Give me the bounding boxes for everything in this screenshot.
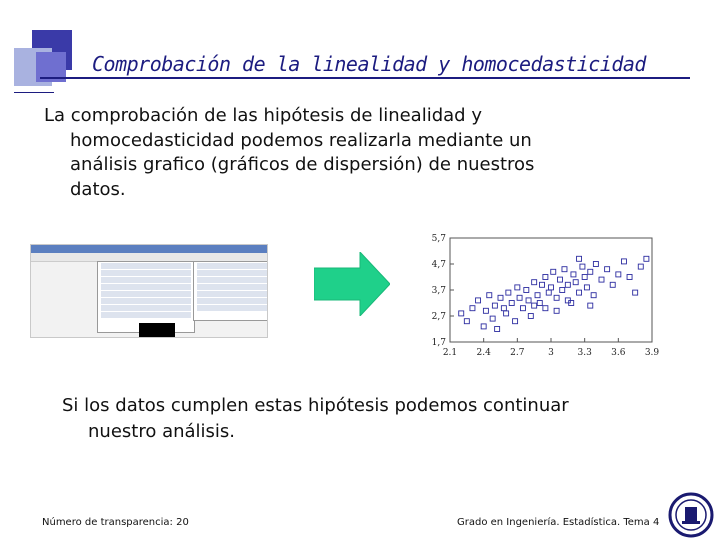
software-menu-screenshot xyxy=(30,244,268,338)
scatter-point xyxy=(565,282,570,287)
scatter-point xyxy=(551,269,556,274)
y-tick-label: 2,7 xyxy=(431,312,446,322)
scatter-point xyxy=(644,256,649,261)
x-tick-label: 3.3 xyxy=(577,348,592,358)
scatter-point xyxy=(524,288,529,293)
scatter-point xyxy=(509,301,514,306)
scatter-point xyxy=(577,290,582,295)
slide-title: Comprobación de la linealidad y homocedasticidad xyxy=(92,52,646,76)
x-tick-label: 3 xyxy=(548,348,554,358)
scatter-point xyxy=(562,267,567,272)
scatter-point xyxy=(540,282,545,287)
scatter-point xyxy=(532,303,537,308)
scatter-point xyxy=(610,282,615,287)
x-tick-label: 3.9 xyxy=(644,348,660,358)
scatter-point xyxy=(517,295,522,300)
scatter-point xyxy=(627,275,632,280)
scatter-point xyxy=(580,264,585,269)
submenu-panel xyxy=(193,261,268,321)
conclusion-paragraph xyxy=(62,393,662,445)
y-tick-label: 5,7 xyxy=(431,234,446,244)
scatter-point xyxy=(470,306,475,311)
scatter-point xyxy=(554,295,559,300)
scatter-point xyxy=(501,306,506,311)
body-line-2: homocedasticidad podemos realizarla mediante un xyxy=(70,129,532,151)
y-tick-label: 1,7 xyxy=(431,338,446,348)
scatter-point xyxy=(481,324,486,329)
scatter-point xyxy=(528,314,533,319)
decorative-squares xyxy=(14,30,74,96)
scatter-point xyxy=(554,308,559,313)
body-line-4: datos. xyxy=(70,178,126,200)
scatter-point xyxy=(633,290,638,295)
scatter-point xyxy=(490,316,495,321)
scatter-point xyxy=(504,311,509,316)
scatter-point xyxy=(588,303,593,308)
title-underline-short xyxy=(14,92,54,93)
conclusion-line-2: nuestro análisis. xyxy=(88,421,236,442)
scatter-point xyxy=(593,262,598,267)
scatter-point xyxy=(571,272,576,277)
slide-number: Número de transparencia: 20 xyxy=(42,517,189,528)
x-tick-label: 2.7 xyxy=(510,348,525,358)
conclusion-line-1: Si los datos cumplen estas hipótesis podemos continuar xyxy=(62,395,569,416)
scatter-point xyxy=(483,308,488,313)
scatter-point xyxy=(520,306,525,311)
scatter-point xyxy=(573,280,578,285)
scatter-point xyxy=(584,285,589,290)
scatter-point xyxy=(464,319,469,324)
university-seal-icon xyxy=(668,492,714,538)
scatter-point xyxy=(577,256,582,261)
scatter-point xyxy=(526,298,531,303)
scatter-point xyxy=(537,301,542,306)
title-underline xyxy=(40,77,690,79)
scatter-point xyxy=(543,306,548,311)
scatter-point xyxy=(543,275,548,280)
scatter-point xyxy=(560,288,565,293)
scatter-point xyxy=(476,298,481,303)
scatter-plot xyxy=(420,232,660,362)
scatter-point xyxy=(498,295,503,300)
scatter-point xyxy=(495,327,500,332)
scatter-point xyxy=(621,259,626,264)
scatter-point xyxy=(582,275,587,280)
body-paragraph xyxy=(44,104,644,202)
x-tick-label: 2.1 xyxy=(442,348,458,358)
x-tick-label: 3.6 xyxy=(611,348,626,358)
scatter-point xyxy=(588,269,593,274)
scatter-point xyxy=(616,272,621,277)
course-label: Grado en Ingeniería. Estadística. Tema 4 xyxy=(457,517,660,528)
body-line-3: análisis grafico (gráficos de dispersión) de nuestros xyxy=(70,154,535,175)
scatter-point xyxy=(546,290,551,295)
scatter-point xyxy=(605,267,610,272)
y-tick-label: 3,7 xyxy=(431,286,446,296)
right-arrow-icon xyxy=(314,252,390,316)
scatter-point xyxy=(513,319,518,324)
scatter-point xyxy=(459,311,464,316)
scatter-point xyxy=(549,285,554,290)
scatter-point xyxy=(557,277,562,282)
x-tick-label: 2.4 xyxy=(476,348,491,358)
scatter-point xyxy=(492,303,497,308)
body-line-1: La comprobación de las hipótesis de linealidad y xyxy=(44,105,482,126)
scatter-point xyxy=(591,293,596,298)
scatter-point xyxy=(515,285,520,290)
scatter-point xyxy=(532,280,537,285)
y-tick-label: 4,7 xyxy=(431,260,446,270)
scatter-point xyxy=(535,293,540,298)
scatter-point xyxy=(487,293,492,298)
scatter-point xyxy=(599,277,604,282)
scatter-point xyxy=(506,290,511,295)
scatter-point xyxy=(638,264,643,269)
